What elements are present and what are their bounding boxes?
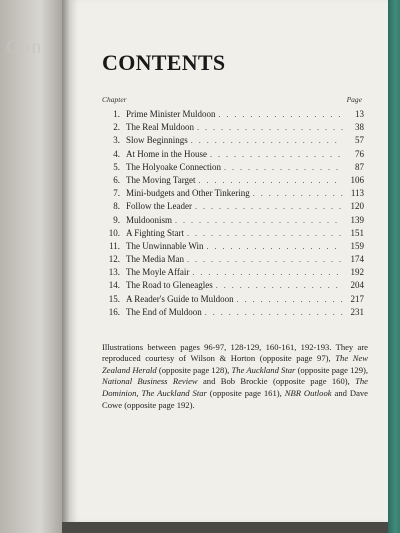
- toc-entry: [102, 294, 364, 307]
- chapter-title: A Reader's Guide to Muldoon: [126, 293, 234, 304]
- dot-leader: [175, 216, 343, 225]
- toc-entry: [102, 254, 364, 267]
- chapter-title: The Moyle Affair: [126, 267, 190, 278]
- chapter-number: 13.: [108, 267, 120, 278]
- chapter-page: 113: [350, 188, 364, 199]
- dot-leader: [206, 242, 343, 251]
- chapter-page: 13: [355, 109, 364, 119]
- chapter-page: 76: [355, 148, 364, 159]
- chapter-page: 204: [350, 280, 364, 291]
- chapter-column-header: Chapter: [102, 95, 127, 104]
- chapter-title: The Moving Target: [126, 174, 196, 185]
- chapter-title: Prime Minister Muldoon: [126, 109, 216, 119]
- illustrations-source: The New Zealand Herald: [102, 353, 368, 375]
- chapter-title: The Media Man: [126, 254, 184, 265]
- dot-leader: [197, 123, 343, 132]
- dot-leader: [224, 163, 343, 172]
- toc-entry: [102, 307, 364, 320]
- dot-leader: [237, 295, 343, 304]
- chapter-number: 3.: [113, 135, 120, 146]
- toc-entry: [102, 201, 364, 214]
- toc-entry: [102, 228, 364, 241]
- chapter-page: 174: [350, 254, 364, 265]
- chapter-title: A Fighting Start: [126, 227, 185, 238]
- contents-page: [70, 0, 388, 522]
- chapter-number: 7.: [113, 188, 120, 199]
- toc-entry: [102, 241, 364, 254]
- toc-entry: [102, 280, 364, 293]
- page-bottom-shadow: [62, 522, 388, 533]
- chapter-number: 11.: [109, 240, 120, 251]
- chapter-title: Slow Beginnings: [126, 135, 188, 146]
- dot-leader: [191, 136, 343, 145]
- chapter-number: 8.: [113, 201, 120, 212]
- chapter-page: 106: [350, 174, 364, 185]
- illustrations-source: National Business Review: [102, 376, 198, 387]
- dot-leader: [219, 110, 344, 119]
- chapter-number: 12.: [108, 254, 120, 265]
- illustrations-source: The Dominion, The Auckland Star: [102, 376, 368, 398]
- chapter-number: 1.: [113, 109, 120, 119]
- chapter-title: At Home in the House: [126, 148, 207, 159]
- toc-entry: [102, 135, 364, 148]
- toc-entry: [102, 215, 364, 228]
- chapter-title: The Road to Gleneagles: [126, 280, 213, 291]
- chapter-page: 192: [350, 267, 364, 278]
- dot-leader: [187, 255, 343, 264]
- toc-entry: [102, 267, 364, 280]
- chapter-page: 38: [355, 122, 364, 133]
- toc-entry: [102, 149, 364, 162]
- toc-entry: [102, 109, 364, 122]
- illustrations-text: (opposite page 161),: [206, 387, 285, 398]
- dot-leader: [210, 150, 343, 159]
- toc-entry: [102, 188, 364, 201]
- chapter-page: 57: [355, 135, 364, 146]
- chapter-number: 6.: [113, 174, 120, 185]
- chapter-title: The Unwinnable Win: [126, 240, 204, 251]
- illustrations-text: (opposite page 129),: [295, 364, 369, 375]
- chapter-page: 151: [350, 227, 364, 238]
- chapter-title: Muldoonism: [126, 214, 173, 225]
- chapter-number: 2.: [113, 122, 120, 133]
- illustrations-text: and Bob Brockie (opposite page 160),: [197, 376, 356, 387]
- chapter-title: Mini-budgets and Other Tinkering: [126, 188, 250, 199]
- chapter-title: The End of Muldoon: [126, 306, 202, 317]
- dot-leader: [192, 268, 343, 277]
- chapter-number: 10.: [108, 227, 120, 238]
- facing-page: [0, 0, 62, 533]
- chapter-page: 231: [350, 306, 364, 317]
- chapter-page: 120: [350, 201, 364, 212]
- chapter-number: 15.: [108, 293, 120, 304]
- chapter-title: The Holyoake Connection: [126, 161, 221, 172]
- chapter-title: The Real Muldoon: [126, 122, 194, 133]
- chapter-title: Follow the Leader: [126, 201, 192, 212]
- book-gutter: [62, 0, 70, 533]
- illustrations-source: NBR Outlook: [284, 387, 332, 398]
- illustrations-note: [102, 342, 368, 412]
- chapter-page: 217: [350, 293, 364, 304]
- dot-leader: [253, 189, 343, 198]
- chapter-page: 139: [350, 214, 364, 225]
- chapter-number: 16.: [108, 306, 120, 317]
- chapter-number: 14.: [108, 280, 120, 291]
- illustrations-text: (opposite page 128),: [156, 364, 232, 375]
- chapter-number: 4.: [113, 148, 120, 159]
- toc-entry: [102, 175, 364, 188]
- dot-leader: [216, 281, 343, 290]
- chapter-number: 5.: [113, 161, 120, 172]
- illustrations-source: The Auckland Star: [231, 364, 296, 375]
- chapter-page: 159: [350, 240, 364, 251]
- illustrations-text: and Dave Cowe (opposite page 192).: [102, 387, 368, 410]
- page-title: CONTENTS: [102, 50, 226, 75]
- dot-leader: [199, 176, 343, 185]
- page-column-header: Page: [346, 95, 362, 104]
- toc-entry: [102, 162, 364, 175]
- toc-entry: [102, 122, 364, 135]
- dot-leader: [187, 229, 343, 238]
- dot-leader: [195, 202, 343, 211]
- illustrations-text: Illustrations between pages 96-97, 128-129, 160-161, 192-193. They are reproduced courtesy of Wilson & Horton (opposite page 97),: [102, 341, 368, 364]
- book-cover-edge: [388, 0, 400, 533]
- chapter-page: 87: [355, 161, 364, 172]
- dot-leader: [205, 308, 343, 317]
- chapter-number: 9.: [113, 214, 120, 225]
- facing-page-ghost-text: Con: [6, 36, 43, 58]
- table-of-contents: [102, 109, 364, 320]
